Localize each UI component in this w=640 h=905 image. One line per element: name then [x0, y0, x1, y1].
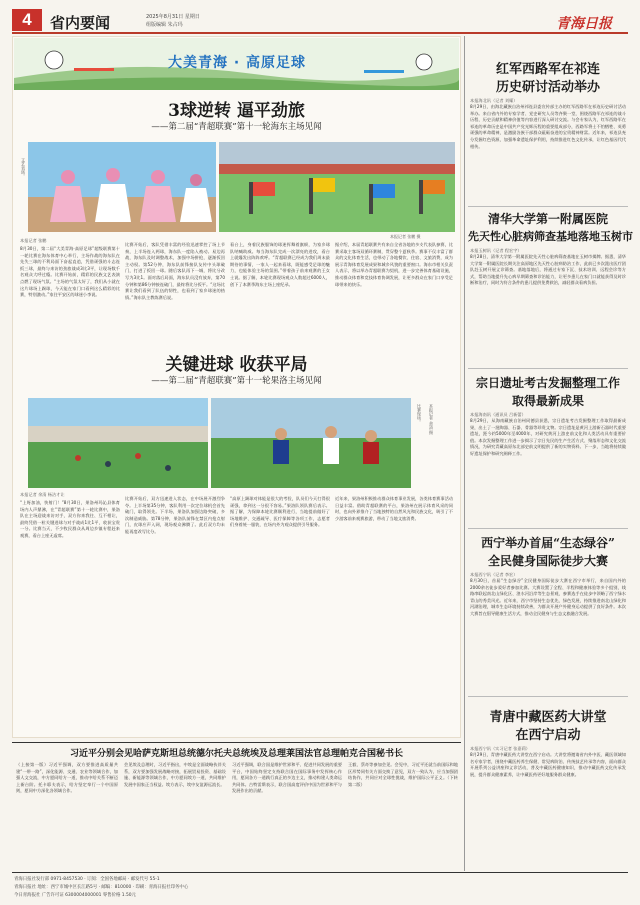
section-title: 省内要闻 — [50, 14, 111, 32]
article2-subtitle: ——第二届“青超联赛”第十一轮果洛主场见闻 — [151, 376, 322, 386]
footer-line-3: 今日青海报社 广告许可证 6300004000001 零售价格 1.50元 — [14, 893, 136, 898]
article2-byline: 本报记者 余清 杨洁才让 — [20, 492, 65, 497]
right-divider-2 — [468, 368, 628, 369]
right1-body: 8月29日，由海北藏族自治州祁连县委宣传部主办的红军西路军在祁连历史研讨活动举办。来自省内外的专家学者、党史研究人员等齐聚一堂，围绕西路军在祁连的战斗历程、历史贡献和精神价值等内容进行深入研讨交流。与会专家认为，红军西路军在祁连的革命历史是中国共产党光辉历程的重要组成部分，西路军将士不怕牺牲、英勇顽强的革命精神，是激励各族干部群众砥砺奋进的宝贵精神财富。近年来，祁连县充分发掘红色资源，加强革命遗址保护利用，持续推进红色文化传承，让红色基因代代相传。 — [470, 104, 626, 149]
article1-photo-match — [219, 142, 455, 232]
feature-banner — [14, 38, 459, 90]
article1-subtitle: ——第二届“青超联赛”第十一轮海东主场见闻 — [151, 122, 322, 132]
article1-photo-caption: 文艺表演。 — [21, 158, 26, 178]
article1-byline: 本报记者 张鹏 — [20, 238, 47, 243]
right4-title-line2: 全民健身国际徒步大赛 — [487, 554, 608, 568]
right2-body: 8月28日，清华大学第一附属医院先天性心脏病筛查基地在玉树市揭牌。据悉，清华大学第一附属医院长期关注高原地区先天性心脏病防治工作，此前已多次派出医疗团队赴玉树开展义诊筛查。基地落地后，将通过专家下沉、技术培训、远程会诊等方式，帮助当地提升先心病早期筛查和诊治能力，让更多患儿在家门口就能获得及时诊断和治疗，同时为符合条件的患儿提供免费救治，减轻群众看病负担。 — [470, 254, 626, 286]
article3-column-4: 王毅、蔡奇等参加会见。会见中，习近平还就当前国际和地区形势同有关方面交换了意见，双方一致认为，应当加强团结协作，共同应对全球性挑战，维护国际公平正义。（下转第二版） — [348, 762, 458, 787]
article2-photo-players — [211, 398, 411, 488]
article3-column-1: （上接第一版）习近平强调，双方要推进高质量共建“一带一路”，深化能源、交通、农业等领域合作，加强人文交流，中方愿同哈方一道，推动中哈关系不断迈上新台阶。托卡耶夫表示，哈方坚定奉行一个中国原则，愿同中方深化各领域合作。 — [16, 762, 118, 794]
right5-title-line1: 青唐中藏医药大讲堂 — [489, 710, 607, 725]
right2-byline: 本报玉树讯（记者 程宏宇） — [470, 248, 522, 253]
article2-title: 关键进球 收获平局 — [165, 355, 308, 375]
article1-column-1: 8月30日，第二届“大美青海·高原足球”超级联赛第十一轮比赛在海东体育中心举行，主场作战的海东队在先失三球的不利局面下奋起直追，凭借顽强的斗志连扳三球，最终与来访的劲旅战成3比3平，让现场数千名观众大呼过瘾。比赛开始前，精彩的民族文艺表演点燃了现场气氛。“主场的气氛太好了，我们从小就在这片球场上踢球，今天能在家门口看到这么精彩的比赛，特别激动。”家住平安区的球迷小李说。 — [20, 246, 120, 298]
issue-date: 2025年8月31日 星期日 — [146, 14, 200, 20]
article2-column-2: 比赛开始后，双方迅速进入状态，在中场展开激烈争夺。上半场第35分钟，客队利用一次定位球机会首先破门，取得领先。下半场，果洛队加强边路突破，多次制造威胁。第78分钟，果洛队前锋在禁区内抢点射门，皮球应声入网，现场观众沸腾了。此后双方均未能再度改写比分。 — [125, 496, 225, 534]
masthead-logo: 青海日报 — [556, 16, 612, 32]
page-number: 4 — [22, 10, 32, 29]
right5-body: 8月29日，青唐中藏医药大讲堂在西宁启动。大讲堂将邀请省内外中医、藏医领域知名专家学者，围绕中藏医药养生保健、常见病防治、传统技艺传承等内容，面向群众开展系列公益讲座和义诊活动，普及中藏医药健康知识，推动中藏医药文化传承发展，提升群众健康素养，让中藏医药更好地服务群众健康。 — [470, 752, 626, 777]
right-divider-3 — [468, 528, 628, 529]
right-divider-1 — [468, 206, 628, 207]
article2-photo-caption: 比赛现场。 — [417, 404, 422, 424]
right3-body: 8月29日，从海南藏族自治州同德县获悉，宗日遗址考古发掘整理工作取得最新成果，出土了一批陶器、石器、骨器等珍贵文物。宗日遗址是黄河上游新石器时代重要遗址，距今约5000年至4000年，对研究黄河上游史前文化和人类活动具有重要价值。本次发掘整理工作进一步揭示了宗日先民的生产生活方式、聚落形态和文化交流情况，为研究青藏高原东北部史前文明提供了新的实物资料。下一步，当地将持续做好遗址保护和研究阐释工作。 — [470, 418, 626, 456]
right2-title-line2: 先天性心脏病筛查基地落地玉树市 — [468, 230, 633, 243]
article1-column-2: 比赛开始后，客队凭借丰富的经验迅速掌控了场上节奏，上半场连入两球，海东队一度陷入被动。易边再战，海东队及时调整战术，加强中场拼抢，逐渐扳回主动权。第52分钟，海东队前锋接队友传中头球破门，打进了扳回一球。随后客队再下一城，将比分改写为3比1。面对落后局面，海东队员没有放弃，第70分钟和第86分钟接连破门，最终将比分扳平。“这场比赛让我们看到了队伍的韧性，也看到了家乡球迷的热情。”海东队主教练赛后说。 — [125, 242, 225, 300]
footer-line-2: 青海日报社 地址：西宁市城中区长江路5号 · 邮编：810000 · 印刷：青海日报社印务中心 — [14, 885, 189, 890]
footer-rule — [12, 872, 628, 873]
header-rule — [12, 32, 628, 34]
right1-title-line2: 历史研讨活动举办 — [495, 80, 600, 95]
article1-column-4: 据介绍，本届青超联赛共有来自全省各地的多支代表队参赛，比赛采取主客场双循环赛制，贯穿整个夏秋季。赛事不仅丰富了群众的文化体育生活，也带动了各地餐饮、住宿、文旅消费，成为展示青海体育发展成果和城乡风貌的重要窗口。海东市相关负责人表示，将以举办青超联赛为契机，进一步完善体育基础设施，推动群众体育和竞技体育协调发展，让更多群众在家门口享受足球带来的快乐。 — [335, 242, 453, 287]
right4-body: 8月30日，首届“生态绿谷”全民健身国际徒步大赛在西宁市举行，来自国内外的2000余名徒步爱好者参加比赛。大赛设置了全程、半程和健康体验等多个组别，线路串联起南北山绿化区、湟水河沿岸等生态景观，参赛选手在徒步中领略了西宁绿水青山的秀美风光。近年来，西宁市坚持生态优先、绿色发展，持续推进南北山绿化和河湖治理，城市生态环境持续改善，为群众开展户外健身运动提供了良好条件。本次大赛旨在倡导健康生活方式，推动全民健身与生态文旅融合发展。 — [470, 578, 626, 616]
article1-title: 3球逆转 逼平劲旅 — [168, 101, 305, 121]
footer-line-1: 青海日报社发行部 0971-8457530 · 订阅：全国各地邮局 · 邮发代号 55-1 — [14, 877, 160, 882]
article1-photo-credit: 本报记者 张鹏 摄 — [390, 234, 421, 239]
right3-byline: 本报海南讯（通讯员 吕新蕾） — [470, 412, 526, 417]
article3-column-3: 习近平强调，联合国是维护世界和平、促进共同发展的重要平台，中国始终坚定支持联合国在国际事务中发挥核心作用，愿同各方一道践行真正的多边主义，推动构建人类命运共同体。古特雷斯表示，联合国高度评价中国为世界和平与发展作出的贡献。 — [232, 762, 342, 794]
article1-photo-performance — [28, 142, 216, 232]
article2-photo-credit: 本报记者 余清 摄 — [429, 404, 434, 435]
right3-title-line1: 宗日遗址考古发掘整理工作 — [475, 376, 620, 390]
page-editors: 组版编辑 朱占玛 — [146, 22, 183, 28]
article3-column-2: 会见埃及总理时，习近平指出，中埃是全面战略伙伴关系，双方要加强发展战略对接，拓展贸易投资、基础设施、新能源等领域合作，中方愿同埃方一道，共同维护发展中国家正当权益。埃方表示，埃中友谊源远流长。 — [124, 762, 226, 787]
article3-title: 习近平分别会见哈萨克斯坦总统德尔托夫总统埃及总理莱国法官总理帕克合国秘书长 — [69, 749, 403, 759]
article3-top-rule — [12, 742, 461, 743]
article1-column-3: 看台上，身着民族服饰的球迷挥舞着旗帜，为家乡球队呐喊助威。每当海东队完成一次漂亮的进攻，看台上就爆发出阵阵欢呼。“青超联赛已经成为我们周末最期待的事情，一家人一起来看球，既能感受足球的魅力，也能体验主场的氛围。”带着孩子前来观赛的王女士说。据了解，本轮比赛现场观众人数超过6000人，创下了本赛季海东主场上座纪录。 — [230, 242, 330, 287]
right5-byline: 本报西宁讯（实习记者 张嘉莉） — [470, 746, 530, 751]
right1-byline: 本报海北讯（记者 刘耀） — [470, 98, 518, 103]
right-column-divider — [464, 36, 465, 871]
article2-photo-stadium — [28, 398, 208, 488]
right4-title-line1: 西宁举办首届“生态绿谷” — [481, 536, 615, 550]
right-divider-4 — [468, 696, 628, 697]
right1-title-line1: 红军西路军在祁连 — [495, 62, 600, 77]
page-header — [0, 0, 640, 34]
right4-byline: 本报西宁讯（记者 李宏） — [470, 572, 518, 577]
banner-title: 大美青海 · 高原足球 — [167, 55, 307, 71]
article2-column-3: “高原上踢球对体能是很大的考验，队员们今天打得很顽强，拿到这一分很不容易。”果洛队领队赛后表示。据了解，为保障本轮比赛顺利进行，当地提前做好了场地维护、交通疏导、医疗保障等各项工作，志愿者们身着统一服装，在场内外为观众提供引导服务。 — [230, 496, 330, 528]
right3-title-line2: 取得最新成果 — [511, 394, 584, 408]
article2-column-4: 近年来，果洛州积极推动群众体育事业发展，各类体育赛事活动日益丰富。借助青超联赛的平台，果洛州在展示体育风采的同时，也向外界推介了当地独特的自然风光和民族文化，吸引了不少游客前来观赛旅游，带动了当地文旅消费。 — [335, 496, 453, 521]
right5-title-line2: 在西宁启动 — [515, 728, 581, 743]
right2-title-line1: 清华大学第一附属医院 — [487, 212, 608, 226]
article2-column-1: “上呀加油，快射门！”8月30日，果洛州玛沁县体育场内人声鼎沸，在“青超联赛”第十一轮比赛中，果洛队在主场迎战来访对手，双方你来我往、互不相让，最终凭借一粒关键进球与对手战成1比1平，收获宝贵一分。比赛当天，不少牧民群众从周边乡镇专程赶来观赛，看台上座无虚席。 — [20, 500, 120, 538]
